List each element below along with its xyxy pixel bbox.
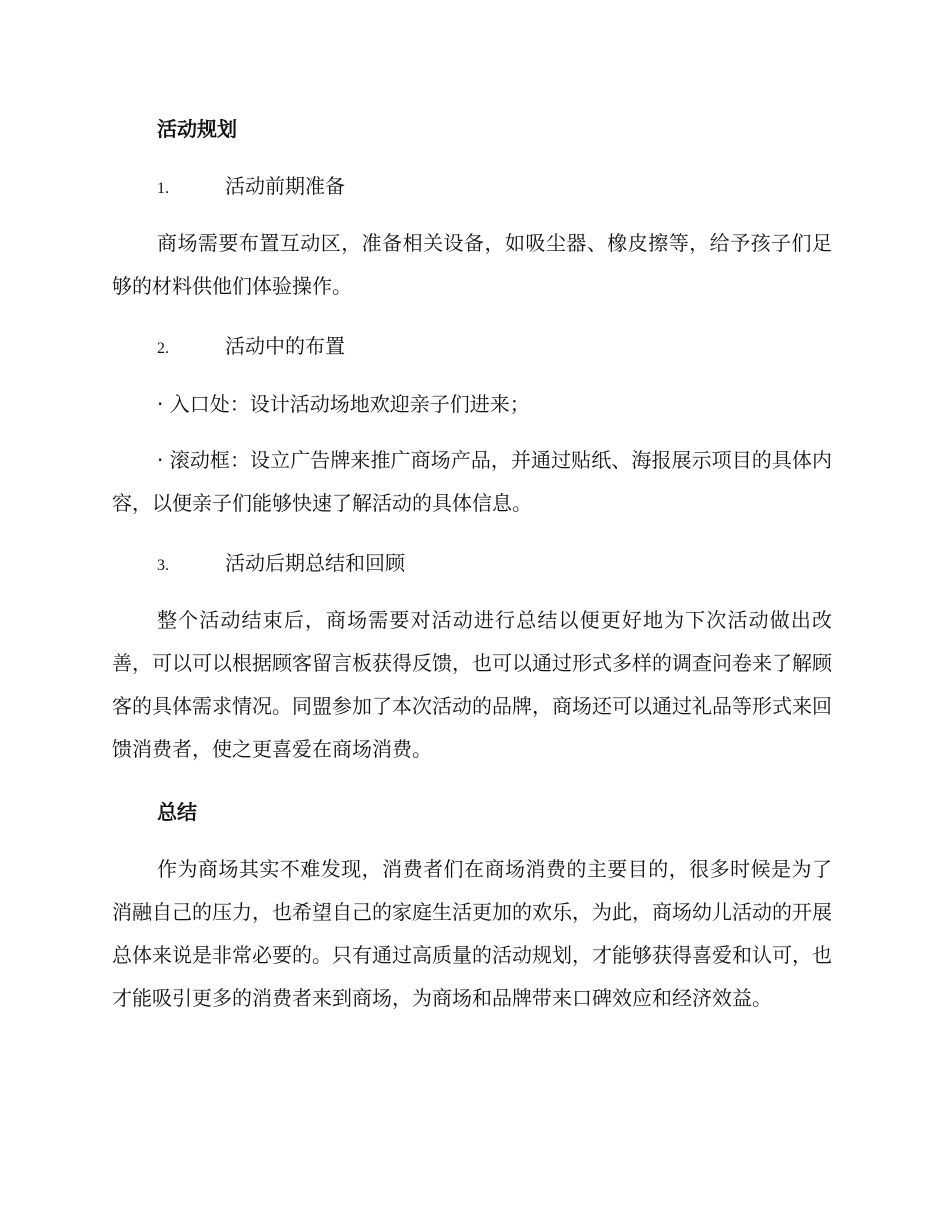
numbered-heading-2: [157, 332, 345, 363]
item-title: 活动前期准备: [225, 174, 345, 198]
item-title: 活动中的布置: [225, 334, 345, 358]
paragraph-review: 整个活动结束后，商场需要对活动进行总结以便更好地为下次活动做出改善，可以可以根据顾客留言板获得反馈，也可以通过形式多样的调查问卷来了解顾客的具体需求情况。同盟参加了本次活动的品牌，商场还可以通过礼品等形式来回馈消费者，使之更喜爱在商场消费。: [112, 608, 832, 761]
numbered-heading-1: [157, 172, 345, 203]
bullet-entrance: · 入口处：设计活动场地欢迎亲子们进来；: [157, 392, 530, 416]
item-number: 2.: [157, 340, 169, 357]
item-number: 1.: [157, 180, 169, 197]
bullet-scroll-frame: · 滚动框：设立广告牌来推广商场产品，并通过贴纸、海报展示项目的具体内容，以便亲子们能够快速了解活动的具体信息。: [112, 448, 832, 515]
section-heading-summary: 总结: [157, 800, 197, 824]
section-heading-activity-planning: 活动规划: [157, 117, 237, 141]
item-title: 活动后期总结和回顾: [225, 551, 405, 575]
paragraph-summary: 作为商场其实不难发现，消费者们在商场消费的主要目的，很多时候是为了消融自己的压力，也希望自己的家庭生活更加的欢乐，为此，商场幼儿活动的开展总体来说是非常必要的。只有通过高质量的活动规划，才能够获得喜爱和认可，也才能吸引更多的消费者来到商场，为商场和品牌带来口碑效应和经济效益。: [112, 857, 832, 1010]
paragraph-preparation: 商场需要布置互动区，准备相关设备，如吸尘器、橡皮擦等，给予孩子们足够的材料供他们体验操作。: [112, 231, 832, 298]
numbered-heading-3: [157, 549, 405, 580]
item-number: 3.: [157, 557, 169, 574]
